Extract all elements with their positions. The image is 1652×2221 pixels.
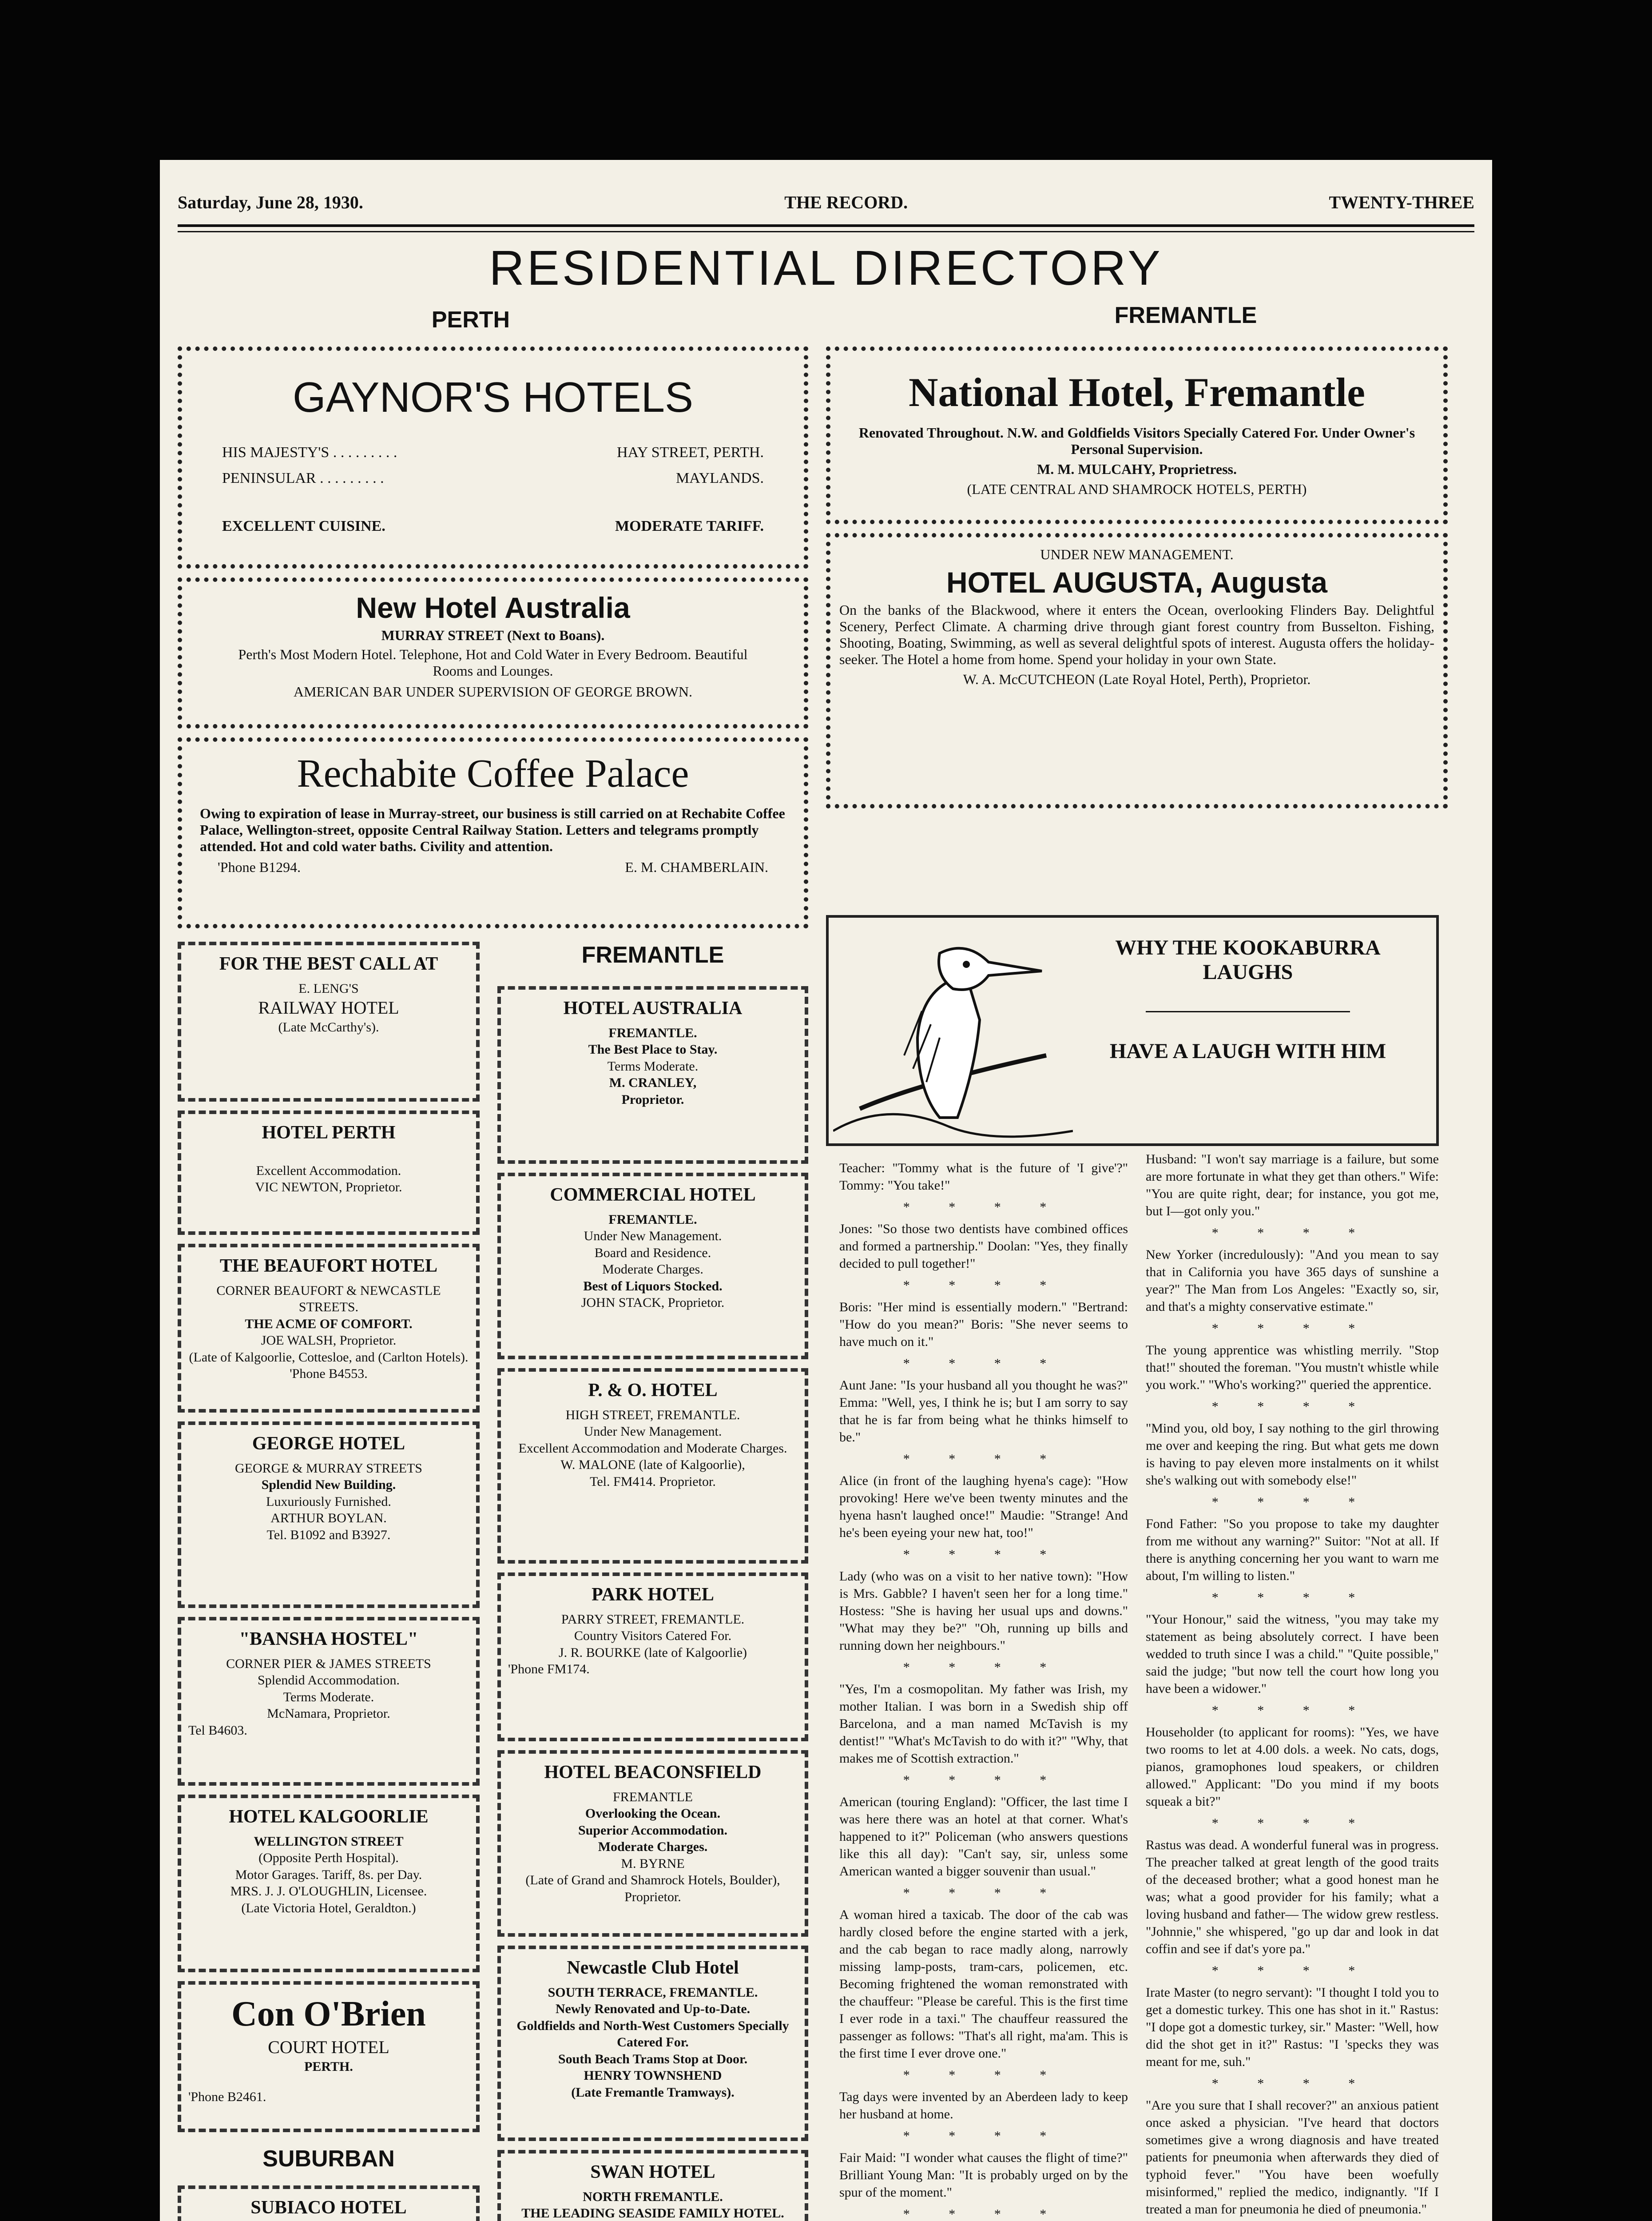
kookaburra-heading: WHY THE KOOKABURRA LAUGHS (1115, 936, 1381, 984)
ad-p-and-o-hotel (497, 1368, 808, 1564)
joke: "Are you sure that I shall recover?" an anxious patient once asked a physician. "I've heard that doctors sometimes give a wrong diagnosis and have treated patients for pneumonia when afterwards they died of typhoid fever." "You have been woefully misinformed," replied the medico, indignantly. "If I treated a man for pneumonia he died of pneumonia." (1146, 2098, 1439, 2217)
kookaburra-cartoon (826, 915, 1439, 1146)
national-proprietress: M. M. MULCAHY, Proprietress. (1037, 461, 1237, 477)
ad-title: THE BEAUFORT HOTEL (219, 1256, 438, 1276)
ad-line: Excellent Accommodation. (256, 1163, 401, 1178)
page-number: TWENTY-THREE (1329, 192, 1474, 212)
ad-hotel-beaconsfield (497, 1750, 808, 1937)
ad-title: Con O'Brien (231, 1994, 426, 2034)
header-rule (178, 224, 1474, 227)
joke: "Your Honour," said the witness, "you may take my statement as being absolutely correct. I have been wedded to truth since I was a child." "Quite possible," said the judge; "but now tell the court how long you have been a widower." (1146, 1612, 1439, 1696)
ad-title: HOTEL PERTH (262, 1122, 396, 1143)
separator: * * * * (903, 1200, 1064, 1214)
header-rule-thin (178, 231, 1474, 232)
ad-line: The Best Place to Stay. (588, 1042, 718, 1057)
ad-park-hotel (497, 1572, 808, 1741)
national-formerly: (LATE CENTRAL AND SHAMROCK HOTELS, PERTH) (967, 481, 1307, 497)
separator: * * * * (1211, 1399, 1373, 1414)
ad-line: Best of Liquors Stocked. (583, 1278, 723, 1294)
ad-line: Under New Management. (584, 1229, 722, 1243)
joke: Irate Master (to negro servant): "I thought I told you to get a domestic turkey. This one has shot in it." Rastus: "I dope got a domestic turkey, sir." Master: "Well, how did the shot get in it?" Rastus: "I 'specks they was meant for me, suh." (1146, 1985, 1439, 2069)
gaynors-cuisine: EXCELLENT CUISINE. (222, 518, 385, 534)
separator: * * * * (903, 1660, 1064, 1675)
ad-line: W. MALONE (late of Kalgoorlie), (560, 1457, 745, 1472)
ad-line: THE LEADING SEASIDE FAMILY HOTEL. (521, 2206, 784, 2221)
ad-line: CORNER PIER & JAMES STREETS (226, 1656, 431, 1671)
ad-line: JOE WALSH, Proprietor. (261, 1333, 397, 1348)
separator: * * * * (903, 2068, 1064, 2082)
ad-line: E. LENG'S (298, 981, 359, 996)
augusta-management: UNDER NEW MANAGEMENT. (1040, 546, 1234, 562)
ad-line: Splendid Accommodation. (258, 1673, 400, 1688)
separator: * * * * (1211, 1963, 1373, 1978)
ad-title: COMMERCIAL HOTEL (550, 1185, 756, 1205)
ad-hotel-augusta (826, 533, 1448, 808)
ad-hotel-australia-fremantle (497, 986, 808, 1164)
kookaburra-subheading: HAVE A LAUGH WITH HIM (1109, 1039, 1386, 1063)
section-suburban: SUBURBAN (262, 2146, 395, 2172)
ad-line: PERTH. (304, 2059, 353, 2074)
joke: A woman hired a taxicab. The door of the cab was hardly closed before the engine started with a jerk, and the cab began to race madly along, narrowly missing lamp-posts, tram-cars, policemen, etc. Becoming frightened the woman remonstrated with the chauffeur: "Please be careful. This is the first time I ever rode in a taxi." The chauffeur reassured the passenger as follows: "That's all right, ma'am. This is the first time I ever drove one." (839, 1907, 1128, 2061)
joke: "Mind you, old boy, I say nothing to the girl throwing me over and keeping the ring. But what gets me down is having to pay eleven more instalments on it whilst she's walking out with somebody else!" (1146, 1421, 1439, 1488)
joke: The young apprentice was whistling merrily. "Stop that!" shouted the foreman. "You mustn't whistle while you work." "Who's working?" queried the apprentice. (1146, 1343, 1439, 1392)
separator: * * * * (903, 1773, 1064, 1787)
ad-line: FREMANTLE. (608, 1212, 697, 1227)
ad-line: South Beach Trams Stop at Door. (558, 2051, 748, 2066)
joke: Tag days were invented by an Aberdeen lady to keep her husband at home. (839, 2090, 1128, 2121)
ad-line: SOUTH TERRACE, FREMANTLE. (548, 1985, 758, 2000)
ad-line: Newly Renovated and Up-to-Date. (555, 2002, 751, 2016)
separator: * * * * (903, 1886, 1064, 1900)
separator: * * * * (1211, 1321, 1373, 1336)
ad-line: (Late Fremantle Tramways). (571, 2085, 735, 2100)
joke: Jones: "So those two dentists have combined offices and formed a partnership." Doolan: "Yes, they finally decided to pull together!" (839, 1222, 1128, 1271)
separator: * * * * (903, 1452, 1064, 1466)
separator: * * * * (1211, 2076, 1373, 2091)
separator: * * * * (1211, 1495, 1373, 1509)
ad-line: PARRY STREET, FREMANTLE. (561, 1612, 745, 1627)
page-header (178, 187, 1474, 218)
ad-newcastle-club-hotel (497, 1946, 808, 2141)
ad-line: Terms Moderate. (607, 1059, 699, 1074)
augusta-body: On the banks of the Blackwood, where it enters the Ocean, overlooking Flinders Bay. Delightful Scenery, Perfect Climate. A charming drive through giant forest country from Busselton. Fishing, Shooting, Boating, Swimming, as well as several delightful spots of interest. Augusta offers the holiday-seeker. The Hotel a home from home. Spend your holiday in your own State. (839, 602, 1434, 667)
ad-bansha-hostel (178, 1617, 480, 1786)
ad-title: PARK HOTEL (592, 1584, 714, 1605)
joke: "Yes, I'm a cosmopolitan. My father was Irish, my mother Italian. I was born in a Swedish ship off Barcelona, and a man named McTavish is my dentist!" "What's McTavish to do with it?" "Why, that makes me of Scottish extraction." (839, 1682, 1128, 1766)
ad-railway-hotel (178, 942, 480, 1102)
rechabite-owner: E. M. CHAMBERLAIN. (625, 859, 768, 875)
paper-name: THE RECORD. (784, 192, 908, 212)
joke: Husband: "I won't say marriage is a failure, but some are more fortunate in what they get than others." Wife: "You are quite right, dear; for instance, you got me, but I—got only you." (1146, 1152, 1439, 1218)
ad-title: SUBIACO HOTEL (250, 2197, 407, 2218)
ad-line: Overlooking the Ocean. (585, 1806, 721, 1821)
ad-line: Moderate Charges. (598, 1839, 708, 1854)
ad-line: MRS. J. J. O'LOUGHLIN, Licensee. (230, 1884, 427, 1899)
ad-line: (Late McCarthy's). (278, 1020, 379, 1035)
ad-line: M. CRANLEY, (609, 1075, 697, 1090)
rechabite-phone: 'Phone B1294. (218, 859, 301, 875)
section-fremantle: FREMANTLE (1114, 303, 1257, 328)
separator: * * * * (903, 1547, 1064, 1562)
joke: Teacher: "Tommy what is the future of 'I give'?" Tommy: "You take!" (839, 1161, 1128, 1193)
separator: * * * * (903, 2129, 1064, 2143)
joke: Lady (who was on a visit to her native town): "How is Mrs. Gabble? I haven't seen her for a long time." Hostess: "She is having her usual ups and downs." "What may they be?" "Oh, running up bills and running down her neighbours." (839, 1569, 1128, 1653)
ad-line: McNamara, Proprietor. (267, 1706, 390, 1721)
ad-line: Splendid New Building. (261, 1477, 396, 1492)
national-features: Renovated Throughout. N.W. and Goldfields Visitors Specially Catered For. Under Owner's Personal Supervision. (858, 425, 1415, 457)
separator: * * * * (1211, 1703, 1373, 1718)
issue-date: Saturday, June 28, 1930. (178, 192, 363, 212)
ad-national-hotel (826, 346, 1448, 524)
ad-title: HOTEL BEACONSFIELD (544, 1762, 762, 1783)
ad-line: THE ACME OF COMFORT. (245, 1316, 413, 1331)
gaynors-hotel-1: HIS MAJESTY'S . . . . . . . . . (222, 444, 397, 461)
national-title: National Hotel, Fremantle (909, 370, 1365, 415)
ad-line: WELLINGTON STREET (254, 1834, 404, 1849)
gaynors-address-1: HAY STREET, PERTH. (616, 444, 764, 461)
ad-line: Motor Garages. Tariff, 8s. per Day. (235, 1867, 422, 1882)
ad-new-hotel-australia (178, 577, 808, 728)
ad-line: M. BYRNE (621, 1856, 685, 1871)
ad-title: GEORGE HOTEL (252, 1433, 405, 1454)
ad-title: "BANSHA HOSTEL" (239, 1629, 418, 1649)
jokes-column-left (839, 1159, 1128, 2221)
ad-line: RAILWAY HOTEL (258, 998, 399, 1018)
ad-title: HOTEL AUSTRALIA (563, 998, 743, 1019)
ad-line: Country Visitors Catered For. (574, 1628, 732, 1643)
newspaper-page (160, 160, 1492, 2221)
gaynors-tariff: MODERATE TARIFF. (615, 518, 764, 534)
rechabite-title: Rechabite Coffee Palace (297, 752, 689, 796)
ad-subiaco-hotel (178, 2185, 480, 2221)
separator: * * * * (903, 2207, 1064, 2221)
ad-line: (Opposite Perth Hospital). (258, 1851, 399, 1865)
ad-line: J. R. BOURKE (late of Kalgoorlie) (558, 1645, 747, 1660)
joke: Householder (to applicant for rooms): "Yes, we have two rooms to let at 4.00 dols. a week. No cats, dogs, pianos, gramophones loud speakers, or children allowed." Applicant: "Do you mind if my boots squeak a bit?" (1146, 1725, 1439, 1809)
ad-title: FOR THE BEST CALL AT (219, 954, 438, 974)
ad-line: Tel B4603. (188, 1723, 247, 1738)
ad-beaufort-hotel (178, 1244, 480, 1413)
ad-line: 'Phone B2461. (188, 2089, 266, 2104)
ad-line: Superior Accommodation. (578, 1823, 728, 1838)
separator: * * * * (1211, 1226, 1373, 1240)
ad-line: Tel. FM414. Proprietor. (590, 1474, 716, 1489)
ad-line: GEORGE & MURRAY STREETS (235, 1461, 422, 1476)
ad-court-hotel (178, 1981, 480, 2132)
ad-line: ARTHUR BOYLAN. (270, 1511, 387, 1525)
separator: * * * * (903, 1356, 1064, 1371)
ad-title: P. & O. HOTEL (588, 1380, 718, 1401)
ad-line: FREMANTLE (613, 1789, 693, 1804)
ad-hotel-perth (178, 1110, 480, 1235)
separator: * * * * (1211, 1590, 1373, 1605)
section-fremantle-column: FREMANTLE (581, 942, 724, 968)
joke: Aunt Jane: "Is your husband all you thought he was?" Emma: "Well, yes, I think he is; but I am sorry to say that he is far from being what he thinks himself to be." (839, 1378, 1128, 1445)
ad-line: FREMANTLE. (608, 1025, 697, 1040)
joke: American (touring England): "Officer, the last time I was here there was an hotel at that corner. What's happened to it?" Policeman (who answers questions like this all day): "Can't say, sir, unless some American wanted a bigger souvenir than usual." (839, 1795, 1128, 1879)
australia-features: Perth's Most Modern Hotel. Telephone, Hot and Cold Water in Every Bedroom. Beautiful Rooms and Lounges. (238, 646, 748, 679)
ad-hotel-kalgoorlie (178, 1795, 480, 1972)
augusta-owner: W. A. McCUTCHEON (Late Royal Hotel, Perth), Proprietor. (963, 671, 1311, 687)
ad-line: VIC NEWTON, Proprietor. (255, 1180, 402, 1194)
joke: New Yorker (incredulously): "And you mean to say that in California you have 365 days of sunshine a year?" The Man from Los Angeles: "Exactly so, sir, and that's a mighty conservative estimate." (1146, 1247, 1439, 1314)
ad-swan-hotel (497, 2150, 808, 2221)
ad-line: Excellent Accommodation and Moderate Charges. (518, 1441, 787, 1456)
australia-bar: AMERICAN BAR UNDER SUPERVISION OF GEORGE BROWN. (294, 684, 692, 700)
joke: Fond Father: "So you propose to take my daughter from me without any warning?" Suitor: "Not at all. If there is anything concerning her you want to warn me about, I'm willing to listen." (1146, 1516, 1439, 1583)
ad-line: Tel. B1092 and B3927. (266, 1527, 391, 1542)
australia-title: New Hotel Australia (356, 591, 630, 624)
augusta-title: HOTEL AUGUSTA, Augusta (946, 566, 1327, 599)
ad-line: Goldfields and North-West Customers Specially Catered For. (516, 2018, 789, 2050)
section-perth: PERTH (431, 307, 510, 333)
ad-line: NORTH FREMANTLE. (583, 2189, 723, 2204)
joke: Rastus was dead. A wonderful funeral was in progress. The preacher talked at great length of the good traits of the deceased brother; what a good honest man he was; what a good provider for his family; what a loving husband and father— The widow grew restless. "Johnnie," she whispered, "go up dar and look in dat coffin and see if dat's yore pa." (1146, 1838, 1439, 1956)
ad-line: Under New Management. (584, 1424, 722, 1439)
ad-george-hotel (178, 1421, 480, 1608)
joke: Boris: "Her mind is essentially modern." "Bertrand: "How do you mean?" Boris: "She never seems to have much on it." (839, 1300, 1128, 1349)
ad-line: Proprietor. (621, 1092, 684, 1107)
ad-line: HIGH STREET, FREMANTLE. (565, 1407, 740, 1422)
joke: Fair Maid: "I wonder what causes the flight of time?" Brilliant Young Man: "It is probably urged on by the spur of the moment." (839, 2150, 1128, 2200)
ad-gaynors-hotels (178, 346, 808, 569)
ad-title: HOTEL KALGOORLIE (229, 1807, 429, 1827)
australia-street: MURRAY STREET (Next to Boans). (381, 627, 605, 643)
ad-line: Terms Moderate. (283, 1689, 374, 1704)
separator: * * * * (1211, 1816, 1373, 1831)
ad-line: 'Phone FM174. (508, 1662, 590, 1676)
ad-line: CORNER BEAUFORT & NEWCASTLE STREETS. (216, 1283, 441, 1314)
ad-line: JOHN STACK, Proprietor. (581, 1295, 725, 1310)
ad-line: HENRY TOWNSHEND (584, 2068, 722, 2083)
joke: Alice (in front of the laughing hyena's cage): "How provoking! Here we've been twenty minutes and the hyena hasn't laughed once!" Maudie: "Strange! And he's been eyeing your new hat, too!" (839, 1473, 1128, 1540)
ad-rechabite-coffee-palace (178, 737, 808, 928)
rechabite-body: Owing to expiration of lease in Murray-street, our business is still carried on at Rechabite Coffee Palace, Wellington-street, opposite Central Railway Station. Letters and telegrams promptly attended. Hot and cold water baths. Civility and attention. (200, 805, 785, 854)
ad-title: Newcastle Club Hotel (567, 1958, 739, 1978)
separator: * * * * (903, 1278, 1064, 1293)
ad-line: (Late of Kalgoorlie, Cottesloe, and (Carlton Hotels). 'Phone B4553. (189, 1349, 469, 1381)
ad-line: Moderate Charges. (602, 1262, 703, 1277)
ad-commercial-hotel (497, 1173, 808, 1359)
gaynors-address-2: MAYLANDS. (675, 470, 764, 486)
ad-title: SWAN HOTEL (590, 2162, 715, 2182)
gaynors-title: GAYNOR'S HOTELS (292, 374, 694, 421)
ad-line: Luxuriously Furnished. (266, 1494, 391, 1509)
ad-line: Board and Residence. (594, 1245, 711, 1260)
kookaburra-illustration (833, 922, 1073, 1144)
jokes-column-right (1146, 1150, 1439, 2221)
ad-line: (Late of Grand and Shamrock Hotels, Boulder), Proprietor. (525, 1873, 780, 1904)
gaynors-hotel-2: PENINSULAR . . . . . . . . . (222, 470, 384, 486)
ad-line: COURT HOTEL (268, 2037, 389, 2057)
page-title: RESIDENTIAL DIRECTORY (489, 241, 1163, 295)
ad-line: (Late Victoria Hotel, Geraldton.) (241, 1900, 416, 1915)
